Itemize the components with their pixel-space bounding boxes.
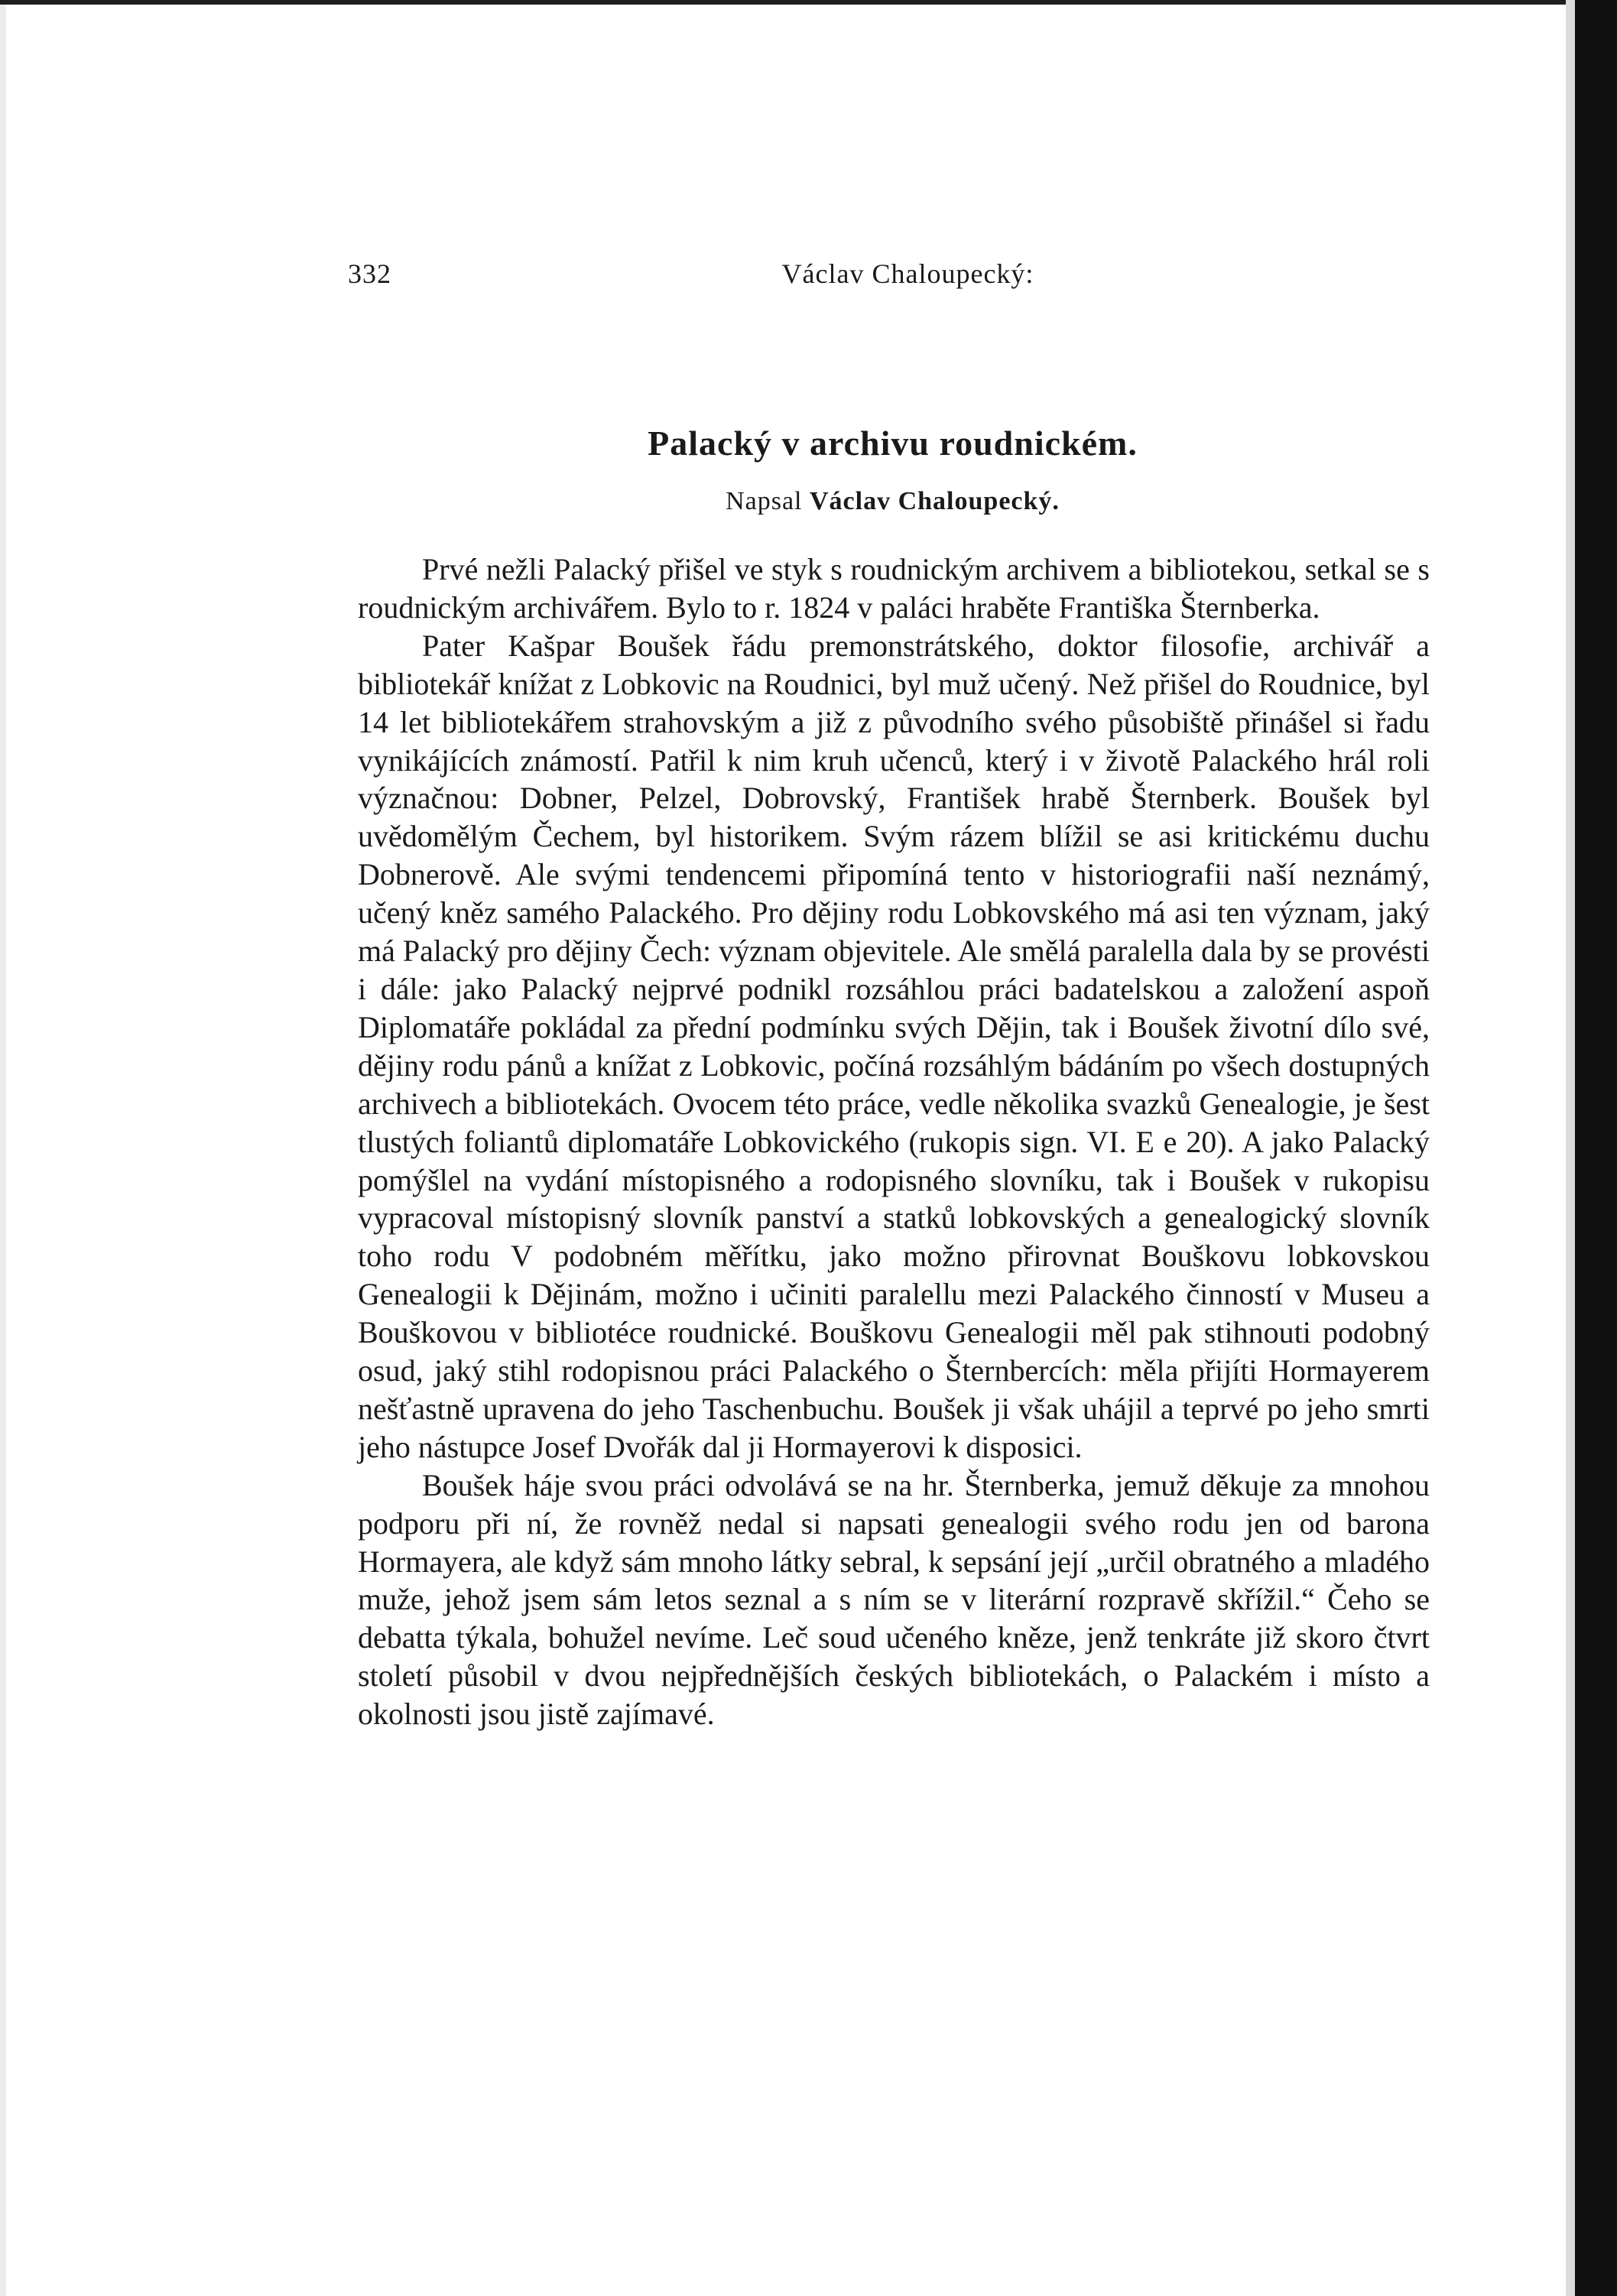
running-head <box>348 251 1437 297</box>
article-title: Palacký v archivu roudnickém. <box>648 424 1138 463</box>
paragraph-2: Pater Kašpar Boušek řádu premonstrátského, doktor filosofie, archivář a bibliotekář knížat z Lobkovic na Roudnici, byl muž učený. Než přišel do Roudnice, byl 14 let bibliotekářem strahovským a již z původního svého působiště přinášel si řadu vynikájících známostí. Patřil k nim kruh učenců, který i v životě Palackého hrál roli význačnou: Dobner, Pelzel, Dobrovský, František hrabě Šternberk. Boušek byl uvědomělým Čechem, byl historikem. Svým rázem blížil se asi kritickému duchu Dobnerově. Ale svými tendencemi připomíná tento v historiografii naší neznámý, učený kněz samého Palackého. Pro dějiny rodu Lobkovského má asi ten význam, jaký má Palacký pro dějiny Čech: význam objevitele. Ale smělá paralella dala by se provésti i dále: jako Palacký nejprvé podnikl rozsáhlou práci badatelskou a založení aspoň Diplomatáře pokládal za přední podmínku svých Dějin, tak i Boušek životní dílo své, dějiny rodu pánů a knížat z Lobkovic, počíná rozsáhlým bádáním po všech dostupných archivech a bibliotekách. Ovocem této práce, vedle několika svazků Genealogie, je šest tlustých foliantů diplomatáře Lobkovického (rukopis sign. VI. E e 20). A jako Palacký pomýšlel na vydání místopisného a rodopisného slovníku, tak i Boušek v rukopisu vypracoval místopisný slovník panství a statků lobkovských a genealogický slovník toho rodu V podobném měřítku, jako možno přirovnat Bouškovu lobkovskou Genealogii k Dějinám, možno i učiniti paralellu mezi Palackého činností v Museu a Bouškovou v bibliotéce roudnické. Bouškovu Genealogii měl pak stihnouti podobný osud, jaký stihl rodopisnou práci Palackého o Šternbercích: měla přijíti Hormayerem nešťastně upravena do jeho Taschenbuchu. Boušek ji však uhájil a teprvé po jeho smrti jeho nástupce Josef Dvořák dal ji Hormayerovi k disposici. <box>358 628 1430 1464</box>
scan-left-edge <box>0 0 6 2296</box>
paragraph-3: Boušek háje svou práci odvolává se na hr. Šternberka, jemuž děkuje za mnohou podporu při ní, že rovněž nedal si napsati genealogii svého rodu jen od barona Hormayera, ale když sám mnoho látky sebral, k sepsání její „určil obratného a mladého muže, jehož jsem sám letos seznal a s ním se v literární rozpravě skřížil.“ Čeho se debatta týkala, bohužel nevíme. Leč soud učeného kněze, jenž tenkráte již skoro čtvrt století působil v dvou nejpřednějších českých bibliotekách, o Palackém i místo a okolnosti jsou jistě zajímavé. <box>358 1467 1430 1732</box>
paragraph-1: Prvé nežli Palacký přišel ve styk s roudnickým archivem a bibliotekou, setkal se s roudnickým archivářem. Bylo to r. 1824 v paláci hraběte Františka Šternberka. <box>358 552 1430 625</box>
page-number: 332 <box>348 258 391 289</box>
byline <box>348 480 1437 523</box>
byline-author: Václav Chaloupecký. <box>810 487 1060 515</box>
scan-top-edge <box>0 0 1617 5</box>
byline-prefix: Napsal <box>726 487 803 515</box>
scan-right-edge <box>1575 0 1617 2296</box>
scan-page-fold <box>1566 0 1575 2296</box>
article-body <box>358 550 1430 1733</box>
running-title: Václav Chaloupecký: <box>781 258 1034 289</box>
